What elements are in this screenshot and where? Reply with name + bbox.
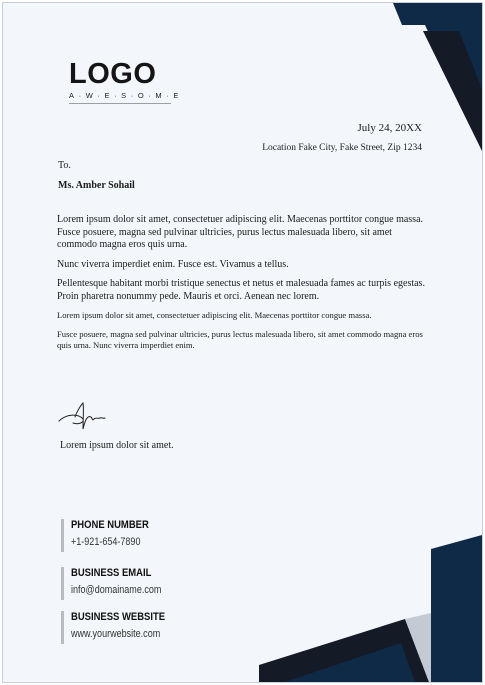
contact-bar: [61, 567, 64, 600]
letter-date: July 24, 20XX: [357, 122, 422, 134]
letter-body: [57, 214, 431, 359]
logo-main-text: LOGO: [69, 58, 157, 90]
signature: [57, 399, 117, 433]
logo-tagline: A·W·E·S·O·M·E: [69, 91, 171, 104]
letterhead-page: [2, 2, 483, 683]
contact-email-value: info@domainame.com: [71, 584, 162, 596]
contact-email-label: BUSINESS EMAIL: [71, 567, 152, 579]
to-label: To.: [58, 160, 71, 171]
body-paragraph: Lorem ipsum dolor sit amet, consectetuer adipiscing elit. Maecenas porttitor congue massa.: [57, 310, 372, 320]
contact-bar: [61, 611, 64, 644]
contact-bar: [61, 519, 64, 552]
sender-address: Location Fake City, Fake Street, Zip 1234: [262, 143, 422, 153]
bottom-right-navy-shape: [431, 535, 482, 682]
contact-phone-value: +1-921-654-7890: [71, 536, 141, 548]
body-paragraph: Nunc viverra imperdiet enim. Fusce est. Vivamus a tellus.: [57, 258, 289, 270]
body-paragraph: Fusce posuere, magna sed pulvinar ultricies, purus lectus malesuada libero, sit amet commodo magna eros quis urna. Nunc viverra imperdiet enim.: [57, 328, 423, 350]
closing-line: Lorem ipsum dolor sit amet.: [60, 440, 174, 451]
body-paragraph: Lorem ipsum dolor sit amet, consectetuer adipiscing elit. Maecenas porttitor congue massa. Fusce posuere, magna sed pulvinar ultricies, purus lectus malesuada libero, sit amet commodo magna eros quis urna.: [57, 214, 424, 250]
company-logo: [69, 58, 183, 104]
contact-phone-label: PHONE NUMBER: [71, 519, 149, 531]
recipient-name: Ms. Amber Sohail: [58, 180, 135, 191]
body-paragraph: Pellentesque habitant morbi tristique senectus et netus et malesuada fames ac turpis egestas. Proin pharetra nonummy pede. Mauris et orci. Aenean nec lorem.: [57, 278, 425, 302]
contact-website-label: BUSINESS WEBSITE: [71, 611, 166, 623]
contact-website-value: www.yourwebsite.com: [71, 628, 161, 640]
